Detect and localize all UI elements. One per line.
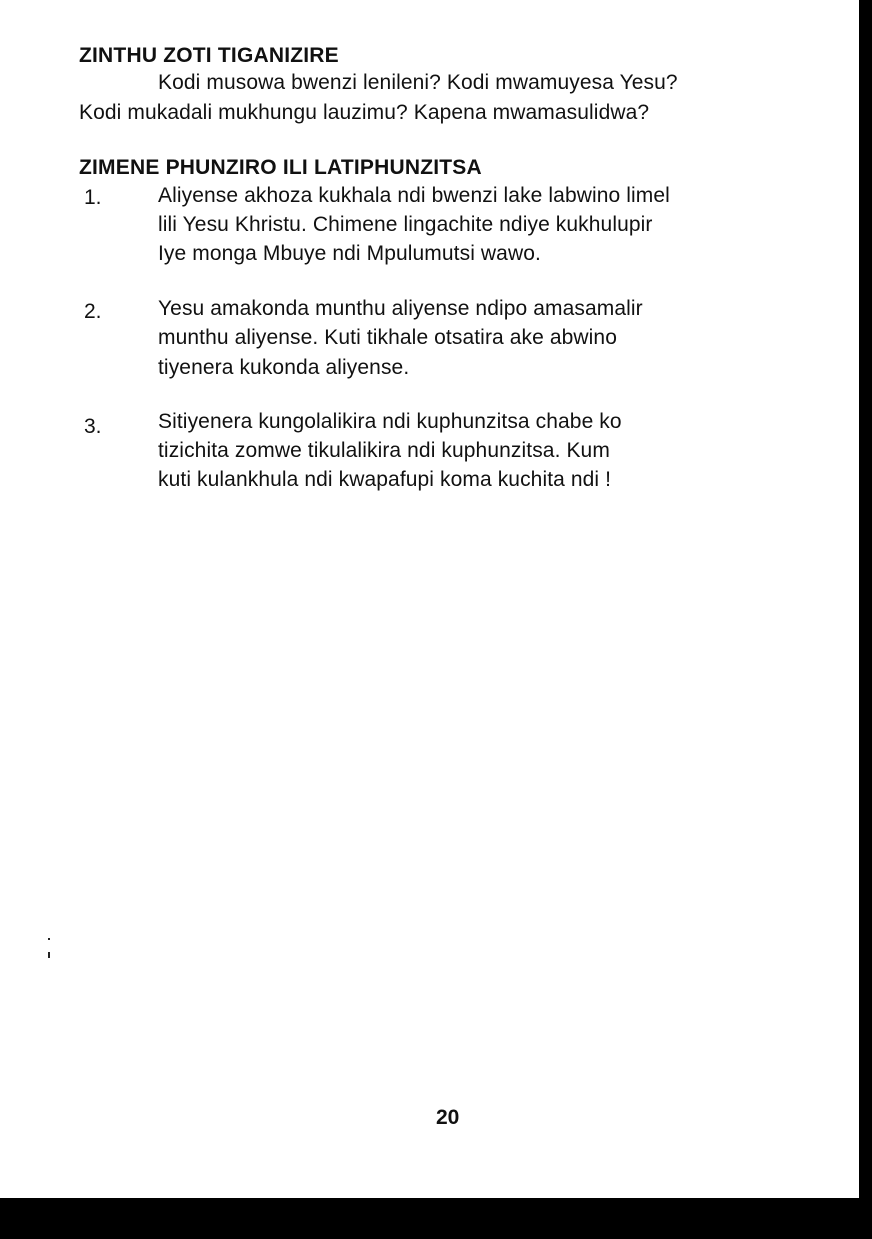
list-item-line: Sitiyenera kungolalikira ndi kuphunzitsa chabe ko — [158, 410, 622, 433]
list-item-line: Aliyense akhoza kukhala ndi bwenzi lake labwino limel — [158, 184, 670, 207]
list-item-line: Iye monga Mbuye ndi Mpulumutsi wawo. — [158, 242, 541, 265]
list-item-line: kuti kulankhula ndi kwapafupi koma kuchita ndi ! — [158, 468, 612, 491]
body-line: Kodi musowa bwenzi lenileni? Kodi mwamuyesa Yesu? — [158, 71, 678, 94]
list-item-line: tiyenera kukonda aliyense. — [158, 356, 410, 379]
page-number: 20 — [436, 1106, 460, 1129]
list-item-line: lili Yesu Khristu. Chimene lingachite ndiye kukhulupir — [158, 213, 653, 236]
list-item-number: 2. — [84, 300, 102, 323]
list-item-line: Yesu amakonda munthu aliyense ndipo amasamalir — [158, 297, 643, 320]
scan-speck — [48, 938, 50, 940]
section-heading-lesson: ZIMENE PHUNZIRO ILI LATIPHUNZITSA — [79, 156, 482, 179]
scan-speck — [48, 952, 50, 958]
list-item-number: 3. — [84, 415, 102, 438]
list-item-line: munthu aliyense. Kuti tikhale otsatira ake abwino — [158, 326, 617, 349]
body-line: Kodi mukadali mukhungu lauzimu? Kapena mwamasulidwa? — [79, 101, 650, 124]
section-heading-think: ZINTHU ZOTI TIGANIZIRE — [79, 44, 339, 67]
list-item-number: 1. — [84, 186, 102, 209]
list-item-line: tizichita zomwe tikulalikira ndi kuphunzitsa. Kum — [158, 439, 610, 462]
scan-edge-shadow — [859, 0, 868, 1205]
